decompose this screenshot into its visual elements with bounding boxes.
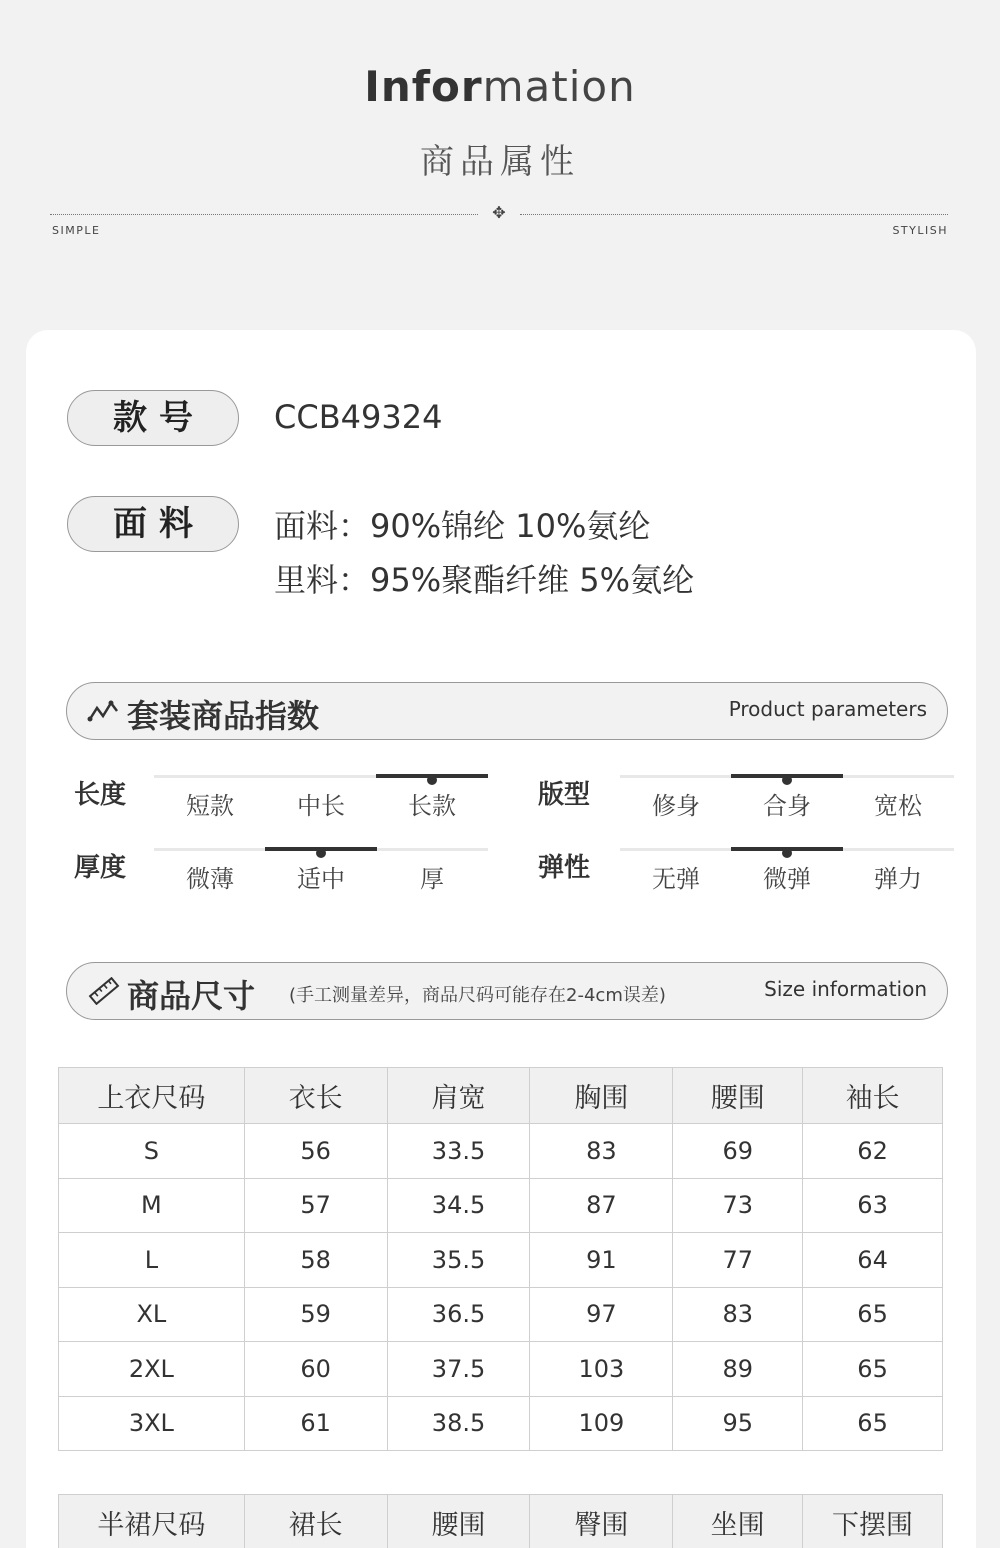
param-label-thickness: 厚度 [74, 853, 127, 883]
measurement-cell: 103 [530, 1342, 673, 1397]
measurement-cell: 60 [244, 1342, 387, 1397]
simple-label: SIMPLE [52, 224, 101, 237]
move-cross-icon: ✥ [492, 203, 506, 222]
size-cell: 3XL [59, 1396, 245, 1451]
option-fit-slim: 修身 [652, 792, 700, 820]
style-number-label: 款号 [67, 390, 239, 446]
table-row [59, 1178, 943, 1233]
size-cell: L [59, 1233, 245, 1288]
measurement-cell: 37.5 [387, 1342, 530, 1397]
scale-marker-fit [782, 775, 792, 785]
option-length-long: 长款 [408, 792, 456, 820]
divider-right [520, 214, 948, 215]
size-cell: 2XL [59, 1342, 245, 1397]
table-row [59, 1287, 943, 1342]
stylish-label: STYLISH [892, 224, 948, 237]
fabric-line-1: 面料：90%锦纶 10%氨纶 [274, 507, 651, 545]
chart-line-icon [87, 697, 121, 725]
table-header-cell: 半裙尺码 [59, 1495, 245, 1548]
fabric-label: 面料 [67, 496, 239, 552]
measurement-cell: 33.5 [387, 1124, 530, 1179]
table-header-cell: 下摆围 [803, 1495, 943, 1548]
option-fit-loose: 宽松 [874, 792, 922, 820]
style-number-value: CCB49324 [274, 398, 443, 436]
option-elasticity-none: 无弹 [652, 865, 700, 893]
measurement-cell: 69 [673, 1124, 803, 1179]
measurement-cell: 58 [244, 1233, 387, 1288]
measurement-cell: 97 [530, 1287, 673, 1342]
scale-marker-length [427, 775, 437, 785]
measurement-cell: 89 [673, 1342, 803, 1397]
table-row [59, 1396, 943, 1451]
measurement-cell: 64 [803, 1233, 943, 1288]
ruler-icon [87, 977, 121, 1005]
option-fit-regular: 合身 [763, 792, 811, 820]
size-cell: M [59, 1178, 245, 1233]
option-elasticity-slight: 微弹 [763, 865, 811, 893]
measurement-cell: 77 [673, 1233, 803, 1288]
measurement-cell: 57 [244, 1178, 387, 1233]
table-header-cell: 腰围 [673, 1068, 803, 1124]
table-header-cell: 胸围 [530, 1068, 673, 1124]
measurement-cell: 35.5 [387, 1233, 530, 1288]
size-cell: S [59, 1124, 245, 1179]
page-title-en: Information [364, 62, 636, 111]
option-length-short: 短款 [186, 792, 234, 820]
param-label-fit: 版型 [538, 780, 591, 810]
option-length-mid: 中长 [297, 792, 345, 820]
measurement-cell: 91 [530, 1233, 673, 1288]
option-thickness-medium: 适中 [297, 865, 345, 893]
page-title-cn: 商品属性 [420, 142, 580, 182]
scale-marker-elasticity [782, 848, 792, 858]
skirt-size-table [58, 1494, 943, 1548]
table-header-cell: 坐围 [673, 1495, 803, 1548]
table-header-cell: 裙长 [244, 1495, 387, 1548]
table-header-cell: 腰围 [387, 1495, 530, 1548]
param-label-length: 长度 [74, 780, 127, 810]
measurement-cell: 87 [530, 1178, 673, 1233]
top-size-table [58, 1067, 943, 1451]
scale-marker-thickness [316, 848, 326, 858]
measurement-cell: 65 [803, 1342, 943, 1397]
measurement-cell: 36.5 [387, 1287, 530, 1342]
table-header-cell: 上衣尺码 [59, 1068, 245, 1124]
measurement-cell: 65 [803, 1396, 943, 1451]
table-header-cell: 肩宽 [387, 1068, 530, 1124]
params-section-bar [66, 682, 948, 740]
fabric-line-2: 里料：95%聚酯纤维 5%氨纶 [274, 561, 695, 599]
size-section-title: 商品尺寸 [127, 977, 256, 1015]
size-cell: XL [59, 1287, 245, 1342]
divider-left [50, 214, 478, 215]
table-header-row [59, 1495, 943, 1548]
option-thickness-thick: 厚 [420, 865, 444, 893]
size-section-bar [66, 962, 948, 1020]
page-header [0, 0, 1000, 330]
table-row [59, 1124, 943, 1179]
measurement-cell: 63 [803, 1178, 943, 1233]
size-section-en: Size information [764, 977, 927, 1001]
option-elasticity-stretch: 弹力 [874, 865, 922, 893]
table-row [59, 1233, 943, 1288]
table-header-cell: 衣长 [244, 1068, 387, 1124]
measurement-cell: 59 [244, 1287, 387, 1342]
option-thickness-thin: 微薄 [186, 865, 234, 893]
measurement-cell: 95 [673, 1396, 803, 1451]
measurement-cell: 34.5 [387, 1178, 530, 1233]
measurement-cell: 109 [530, 1396, 673, 1451]
measurement-cell: 38.5 [387, 1396, 530, 1451]
measurement-cell: 56 [244, 1124, 387, 1179]
measurement-cell: 73 [673, 1178, 803, 1233]
measurement-cell: 83 [530, 1124, 673, 1179]
params-section-en: Product parameters [728, 697, 927, 721]
measurement-cell: 61 [244, 1396, 387, 1451]
size-section-note: (手工测量差异，商品尺码可能存在2-4cm误差) [289, 985, 666, 1006]
table-header-row [59, 1068, 943, 1124]
params-section-title: 套装商品指数 [127, 697, 320, 735]
table-header-cell: 袖长 [803, 1068, 943, 1124]
measurement-cell: 83 [673, 1287, 803, 1342]
table-header-cell: 臀围 [530, 1495, 673, 1548]
table-row [59, 1342, 943, 1397]
measurement-cell: 65 [803, 1287, 943, 1342]
measurement-cell: 62 [803, 1124, 943, 1179]
param-label-elasticity: 弹性 [538, 853, 591, 883]
